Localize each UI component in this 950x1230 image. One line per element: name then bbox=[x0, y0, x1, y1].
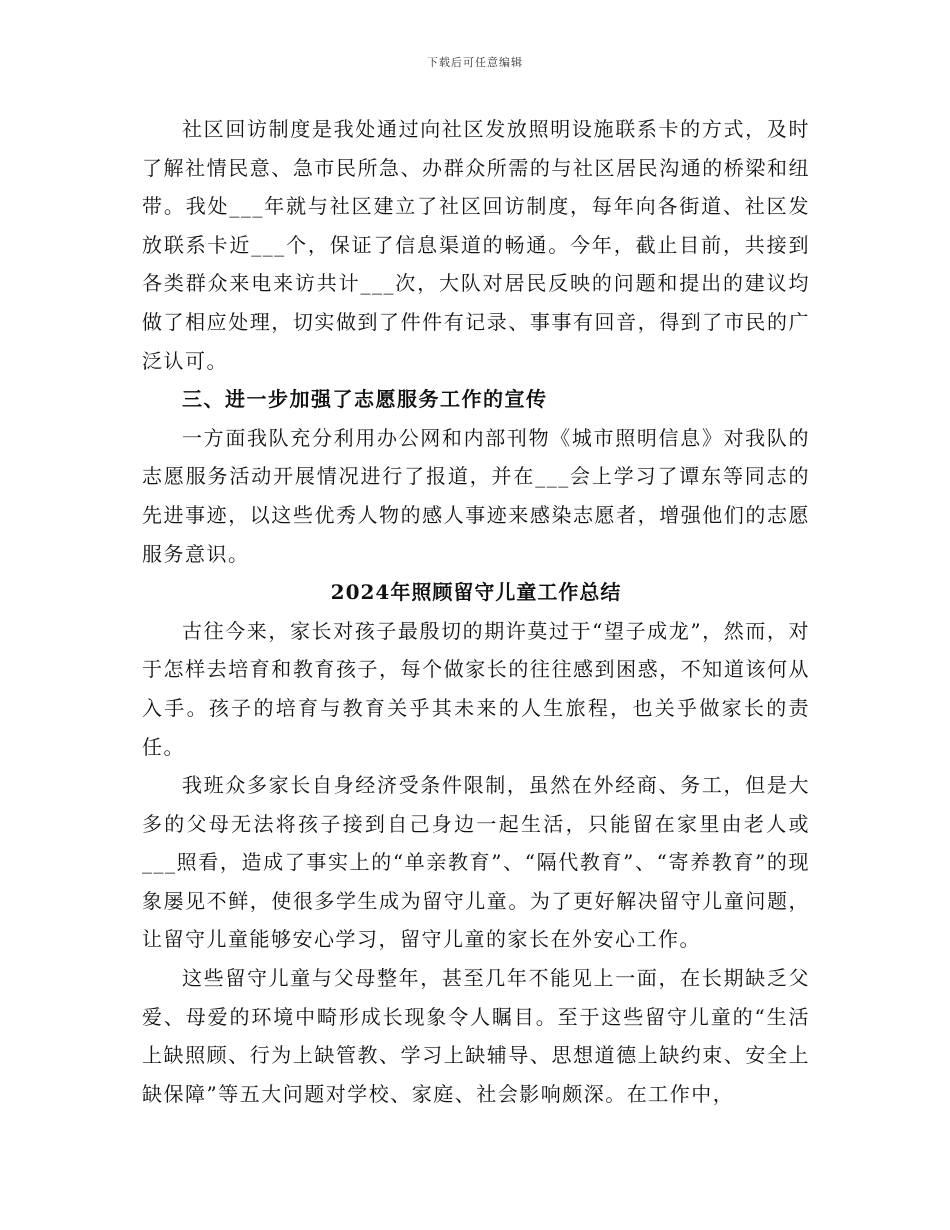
paragraph-volunteer-publicity: 一方面我队充分利用办公网和内部刊物《城市照明信息》对我队的志愿服务活动开展情况进行了报道，并在___会上学习了谭东等同志的先进事迹，以这些优秀人物的感人事迹来感染志愿者，增强他们的志愿服务意识。 bbox=[142, 425, 810, 566]
section-heading-volunteer-publicity: 三、进一步加强了志愿服务工作的宣传 bbox=[182, 387, 548, 412]
document-title: 2024年照顾留守儿童工作总结 bbox=[330, 580, 622, 605]
paragraph-intro: 古往今来，家长对孩子最殷切的期许莫过于“望子成龙”，然而，对于怎样去培育和教育孩子，每个做家长的往往感到困惑，不知道该何从入手。孩子的培育与教育关乎其未来的人生旅程，也关乎做家长的责任。 bbox=[142, 618, 810, 759]
paragraph-community-visit: 社区回访制度是我处通过向社区发放照明设施联系卡的方式，及时了解社情民意、急市民所急、办群众所需的与社区居民沟通的桥梁和纽带。我处___年就与社区建立了社区回访制度，每年向各街道、社区发放联系卡近___个，保证了信息渠道的畅通。今年，截止目前，共接到各类群众来电来访共计___次，大队对居民反映的问题和提出的建议均做了相应处理，切实做到了件件有记录、事事有回音，得到了市民的广泛认可。 bbox=[142, 117, 810, 373]
paragraph-class-parents: 我班众多家长自身经济受条件限制，虽然在外经商、务工，但是大多的父母无法将孩子接到自己身边一起生活，只能留在家里由老人或___照看，造成了事实上的“单亲教育”、“隔代教育”、“寄养教育”的现象屡见不鲜，使很多学生成为留守儿童。为了更好解决留守儿童问题，让留守儿童能够安心学习，留守儿童的家长在外安心工作。 bbox=[142, 773, 810, 952]
document-body bbox=[142, 110, 810, 1113]
page-header: 下载后可任意编辑 bbox=[427, 56, 523, 69]
paragraph-left-behind-problems: 这些留守儿童与父母整年，甚至几年不能见上一面，在长期缺乏父爱、母爱的环境中畸形成长现象令人瞩目。至于这些留守儿童的“生活上缺照顾、行为上缺管教、学习上缺辅导、思想道德上缺约束、安全上缺保障”等五大问题对学校、家庭、社会影响颇深。在工作中， bbox=[142, 966, 810, 1106]
